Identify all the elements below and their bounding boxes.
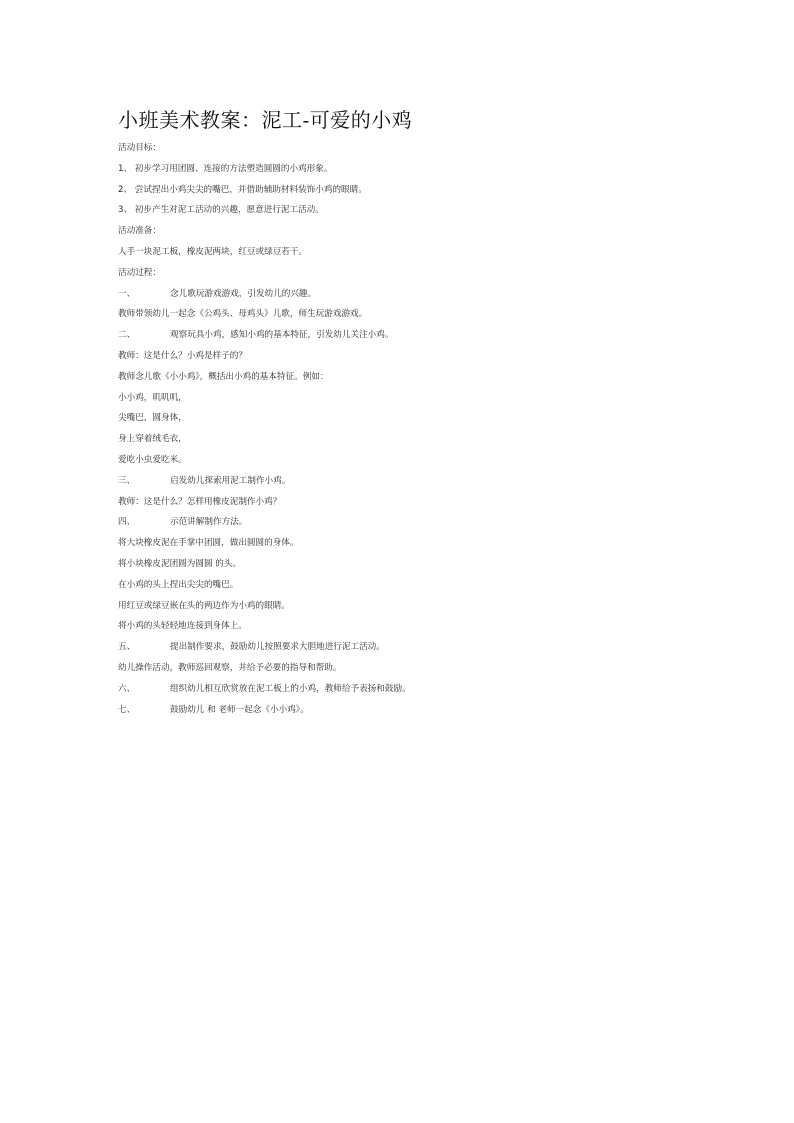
step-number: 七、 [118,704,136,715]
text-line [118,263,678,284]
line-text: 念儿歌玩游戏游戏，引发幼儿的兴趣。 [170,288,317,299]
text-line [118,180,678,201]
text-line [118,616,678,637]
numbered-step-line [118,637,678,658]
line-text: 教师：这是什么？怎样用橡皮泥制作小鸡？ [118,496,282,507]
line-text: 身上穿着绒毛衣， [118,434,187,445]
line-text: 教师念儿歌《小小鸡》，概括出小鸡的基本特征。例如： [118,371,329,382]
numbered-step-line [118,512,678,533]
text-line [118,138,678,159]
text-line [118,242,678,263]
text-line [118,450,678,471]
line-text: 小小鸡，叽叽叽， [118,392,187,403]
line-text: 3、 初步产生对泥工活动的兴趣，愿意进行泥工活动。 [118,205,324,216]
text-line [118,492,678,513]
numbered-step-line [118,471,678,492]
text-line [118,346,678,367]
line-text: 在小鸡的头上捏出尖尖的嘴巴。 [118,579,239,590]
line-text: 将小鸡的头轻轻地连接到身体上。 [118,621,247,632]
text-line [118,575,678,596]
line-text: 观察玩具小鸡，感知小鸡的基本特征，引发幼儿关注小鸡。 [170,330,394,341]
line-text: 活动目标： [118,143,161,153]
line-text: 将大块橡皮泥在手掌中团圆，做出圆圆的身体。 [118,538,299,549]
numbered-step-line [118,284,678,305]
line-text: 启发幼儿探索用泥工制作小鸡。 [170,475,291,486]
line-text: 活动过程： [118,267,161,278]
line-text: 幼儿操作活动，教师巡回观察，并给予必要的指导和帮助。 [118,662,342,673]
text-line [118,221,678,242]
step-number: 三、 [118,475,136,486]
line-text: 示范讲解制作方法。 [170,517,248,528]
line-text: 尖嘴巴，圆身体， [118,413,187,424]
document-title: 小班美术教案：泥工-可爱的小鸡 [118,108,413,132]
line-text: 1、 初步学习用团圆、连接的方法塑造圆圆的小鸡形象。 [118,163,333,174]
line-text: 鼓励幼儿 和 老师一起念《小小鸡》。 [170,704,309,715]
step-number: 二、 [118,330,136,341]
line-text: 组织幼儿相互欣赏放在泥工板上的小鸡，教师给予表扬和鼓励。 [170,683,411,694]
text-line [118,554,678,575]
text-line [118,596,678,617]
step-number: 六、 [118,683,136,694]
text-line [118,159,678,180]
line-text: 爱吃小虫爱吃米。 [118,454,187,465]
text-line [118,304,678,325]
line-text: 提出制作要求，鼓励幼儿按照要求大胆地进行泥工活动。 [170,642,385,653]
line-text: 将小块橡皮泥团圆为圆圆 的头。 [118,558,242,569]
line-text: 用红豆或绿豆嵌在头的两边作为小鸡的眼睛。 [118,600,290,611]
numbered-step-line [118,325,678,346]
step-number: 四、 [118,517,136,528]
line-text: 教师：这是什么？小鸡是样子的？ [118,350,247,361]
text-line [118,408,678,429]
text-line [118,533,678,554]
step-number: 一、 [118,288,136,299]
numbered-step-line [118,679,678,700]
text-line [118,658,678,679]
line-text: 2、 尝试捏出小鸡尖尖的嘴巴，并借助辅助材料装饰小鸡的眼睛。 [118,184,367,195]
text-line [118,429,678,450]
line-text: 人手一块泥工板，橡皮泥两块，红豆或绿豆若干。 [118,246,308,257]
text-line [118,367,678,388]
text-line [118,200,678,221]
line-text: 活动准备： [118,226,161,237]
text-line [118,388,678,409]
document-body [118,138,678,720]
line-text: 教师带领幼儿一起念《公鸡头、母鸡头》儿歌，师生玩游戏游戏。 [118,309,368,320]
step-number: 五、 [118,642,136,653]
numbered-step-line [118,700,678,721]
